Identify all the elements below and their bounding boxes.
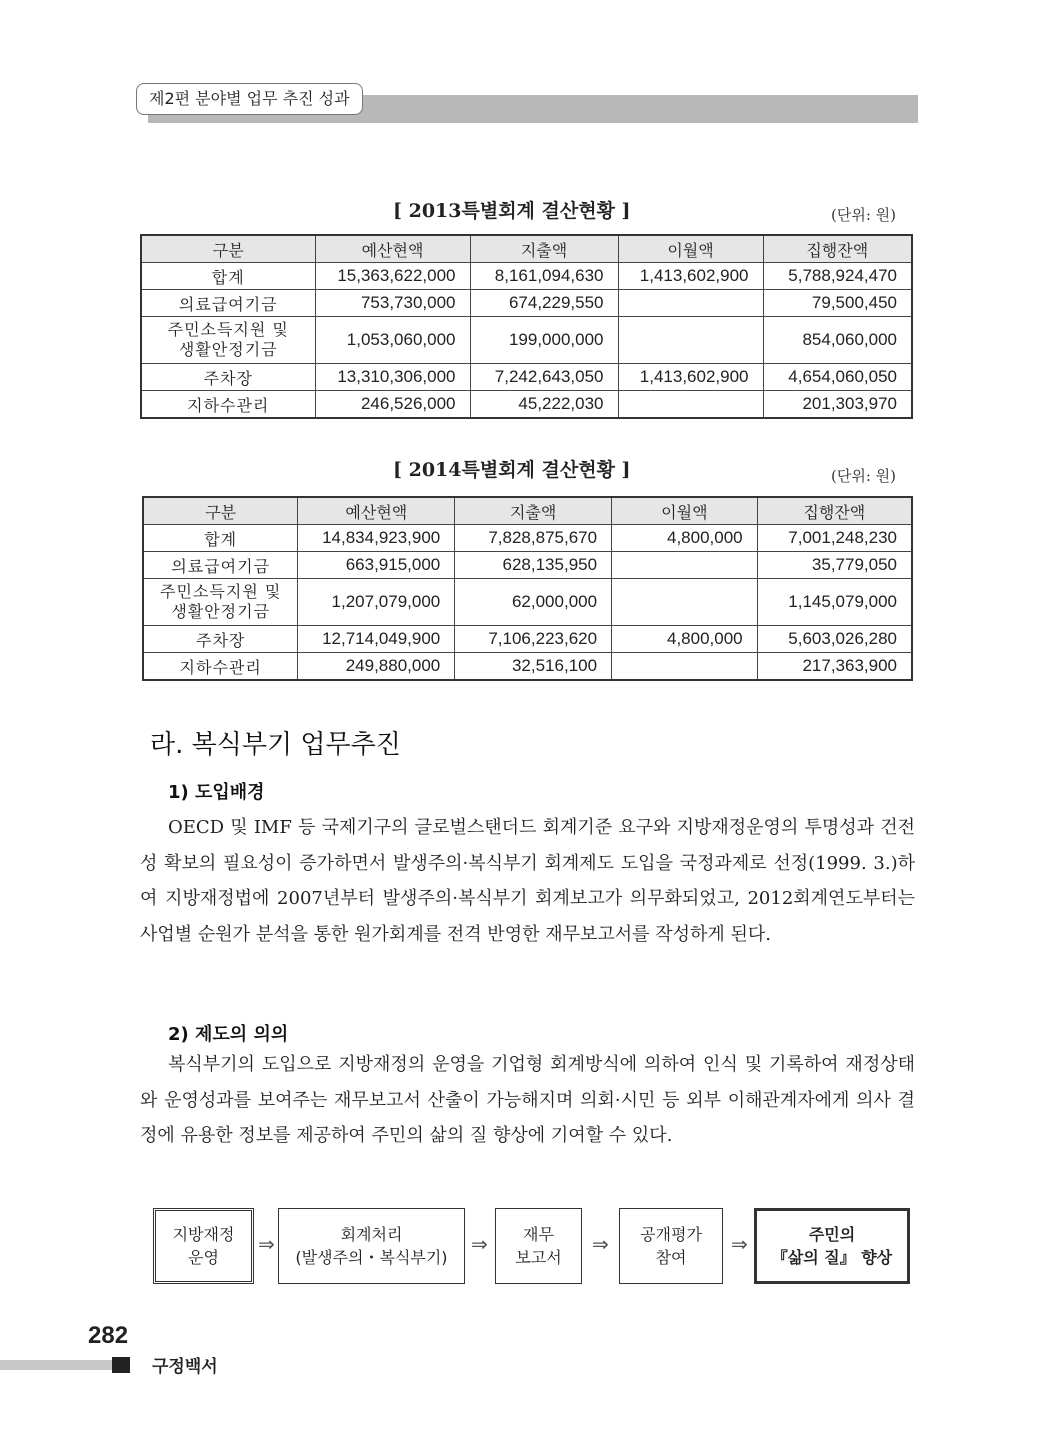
row-label: 합계 bbox=[141, 263, 315, 290]
flow-box-line: 공개평가 bbox=[640, 1225, 702, 1244]
cell-balance: 79,500,450 bbox=[763, 290, 912, 317]
table-row bbox=[143, 653, 912, 681]
row-label: 의료급여기금 bbox=[141, 290, 315, 317]
table-row bbox=[141, 364, 912, 391]
book-title: 구정백서 bbox=[152, 1357, 218, 1377]
col-header: 이월액 bbox=[618, 235, 763, 263]
cell-carryover bbox=[618, 317, 763, 364]
table-row bbox=[141, 290, 912, 317]
table-row bbox=[143, 552, 912, 579]
cell-expenditure: 8,161,094,630 bbox=[470, 263, 618, 290]
row-label: 지하수관리 bbox=[141, 391, 315, 419]
chapter-tab: 제2편 분야별 업무 추진 성과 bbox=[136, 83, 363, 115]
table-row bbox=[141, 263, 912, 290]
cell-expenditure: 7,106,223,620 bbox=[455, 626, 612, 653]
cell-budget: 663,915,000 bbox=[298, 552, 455, 579]
row-label bbox=[143, 579, 298, 626]
cell-expenditure: 32,516,100 bbox=[455, 653, 612, 681]
table-2013-unit: (단위: 원) bbox=[831, 206, 896, 224]
row-label bbox=[141, 317, 315, 364]
flow-box-line: 재무 bbox=[523, 1225, 554, 1244]
paragraph-significance: 복식부기의 도입으로 지방재정의 운영을 기업형 회계방식에 의하여 인식 및 기록하여 재정상태와 운영성과를 보여주는 재무보고서 산출이 가능해지며 의회·시민 등 외부 이해관계자에게 의사 결정에 유용한 정보를 제공하여 주민의 삶의 질 향상에 기여할 수 있다. bbox=[140, 1054, 915, 1146]
table-header-row bbox=[141, 235, 912, 263]
flow-box-line: (발생주의・복식부기) bbox=[295, 1248, 448, 1267]
cell-balance: 1,145,079,000 bbox=[757, 579, 912, 626]
row-label: 지하수관리 bbox=[143, 653, 298, 681]
col-header: 집행잔액 bbox=[763, 235, 912, 263]
table-row bbox=[141, 317, 912, 364]
subsection-title-significance: 2) 제도의 의의 bbox=[168, 1024, 289, 1045]
flow-arrow-icon: ⇒ bbox=[592, 1232, 609, 1256]
cell-carryover bbox=[618, 391, 763, 419]
col-header: 지출액 bbox=[455, 497, 612, 525]
table-2013 bbox=[140, 234, 913, 419]
cell-budget: 12,714,049,900 bbox=[298, 626, 455, 653]
cell-carryover bbox=[618, 290, 763, 317]
cell-expenditure: 674,229,550 bbox=[470, 290, 618, 317]
row-label: 주차장 bbox=[143, 626, 298, 653]
row-label: 합계 bbox=[143, 525, 298, 552]
cell-budget: 1,053,060,000 bbox=[315, 317, 470, 364]
table-row bbox=[143, 626, 912, 653]
flow-box-finance-operation bbox=[153, 1208, 254, 1284]
flow-box-accounting bbox=[278, 1208, 465, 1284]
footer-bar bbox=[0, 1360, 112, 1370]
cell-balance: 854,060,000 bbox=[763, 317, 912, 364]
cell-expenditure: 45,222,030 bbox=[470, 391, 618, 419]
row-label-line2: 생활안정기금 bbox=[178, 340, 278, 359]
flow-box-line: 보고서 bbox=[515, 1248, 562, 1267]
cell-budget: 13,310,306,000 bbox=[315, 364, 470, 391]
cell-expenditure: 7,242,643,050 bbox=[470, 364, 618, 391]
footer-square-icon bbox=[112, 1357, 130, 1373]
cell-carryover bbox=[612, 579, 758, 626]
row-label-line1: 주민소득지원 및 bbox=[167, 320, 289, 339]
flow-box-line: 참여 bbox=[655, 1248, 687, 1267]
flow-box-line: 운영 bbox=[188, 1248, 219, 1267]
row-label: 의료급여기금 bbox=[143, 552, 298, 579]
cell-balance: 5,603,026,280 bbox=[757, 626, 912, 653]
col-header: 예산현액 bbox=[298, 497, 455, 525]
cell-budget: 249,880,000 bbox=[298, 653, 455, 681]
cell-budget: 246,526,000 bbox=[315, 391, 470, 419]
flow-arrow-icon: ⇒ bbox=[258, 1232, 275, 1256]
table-row bbox=[141, 391, 912, 419]
cell-carryover bbox=[612, 653, 758, 681]
flow-box-line: 지방재정 bbox=[172, 1225, 235, 1244]
cell-expenditure: 7,828,875,670 bbox=[455, 525, 612, 552]
cell-balance: 35,779,050 bbox=[757, 552, 912, 579]
row-label: 주차장 bbox=[141, 364, 315, 391]
cell-budget: 15,363,622,000 bbox=[315, 263, 470, 290]
cell-expenditure: 199,000,000 bbox=[470, 317, 618, 364]
table-row bbox=[143, 525, 912, 552]
cell-balance: 5,788,924,470 bbox=[763, 263, 912, 290]
flow-box-quality-of-life bbox=[754, 1208, 910, 1284]
col-header: 이월액 bbox=[612, 497, 758, 525]
col-header: 예산현액 bbox=[315, 235, 470, 263]
col-header: 집행잔액 bbox=[757, 497, 912, 525]
flow-box-line: 『삶의 질』 향상 bbox=[771, 1248, 893, 1267]
col-header: 지출액 bbox=[470, 235, 618, 263]
cell-carryover: 1,413,602,900 bbox=[618, 263, 763, 290]
flow-arrow-icon: ⇒ bbox=[731, 1232, 748, 1256]
flow-box-public-evaluation bbox=[619, 1208, 723, 1284]
cell-carryover bbox=[612, 552, 758, 579]
row-label-line2: 생활안정기금 bbox=[171, 602, 271, 621]
cell-balance: 4,654,060,050 bbox=[763, 364, 912, 391]
flow-box-line: 회계처리 bbox=[340, 1225, 403, 1244]
table-2013-title: [ 2013특별회계 결산현황 ] bbox=[393, 200, 631, 222]
page-number: 282 bbox=[88, 1322, 129, 1349]
col-header: 구분 bbox=[143, 497, 298, 525]
flow-box-financial-report bbox=[495, 1208, 582, 1284]
table-row bbox=[143, 579, 912, 626]
cell-carryover: 4,800,000 bbox=[612, 626, 758, 653]
cell-budget: 1,207,079,000 bbox=[298, 579, 455, 626]
cell-expenditure: 628,135,950 bbox=[455, 552, 612, 579]
paragraph-background: OECD 및 IMF 등 국제기구의 글로벌스탠더드 회계기준 요구와 지방재정운영의 투명성과 건전성 확보의 필요성이 증가하면서 발생주의·복식부기 회계제도 도입을 국정과제로 선정(1999. 3.)하여 지방재정법에 2007년부터 발생주의·복식부기 회계보고가 의무화되었고, 2012회계연도부터는 사업별 순원가 분석을 통한 원가회계를 전격 반영한 재무보고서를 작성하게 된다. bbox=[140, 817, 915, 945]
table-2014 bbox=[142, 496, 913, 681]
table-header-row bbox=[143, 497, 912, 525]
row-label-line1: 주민소득지원 및 bbox=[160, 582, 282, 601]
cell-balance: 201,303,970 bbox=[763, 391, 912, 419]
cell-balance: 217,363,900 bbox=[757, 653, 912, 681]
col-header: 구분 bbox=[141, 235, 315, 263]
cell-budget: 753,730,000 bbox=[315, 290, 470, 317]
flow-arrow-icon: ⇒ bbox=[471, 1232, 488, 1256]
cell-carryover: 4,800,000 bbox=[612, 525, 758, 552]
cell-carryover: 1,413,602,900 bbox=[618, 364, 763, 391]
cell-budget: 14,834,923,900 bbox=[298, 525, 455, 552]
cell-balance: 7,001,248,230 bbox=[757, 525, 912, 552]
subsection-title-background: 1) 도입배경 bbox=[168, 782, 265, 803]
flow-box-line: 주민의 bbox=[808, 1225, 856, 1244]
section-title: 라. 복식부기 업무추진 bbox=[150, 730, 401, 760]
cell-expenditure: 62,000,000 bbox=[455, 579, 612, 626]
table-2014-title: [ 2014특별회계 결산현황 ] bbox=[393, 459, 631, 481]
table-2014-unit: (단위: 원) bbox=[831, 467, 896, 485]
